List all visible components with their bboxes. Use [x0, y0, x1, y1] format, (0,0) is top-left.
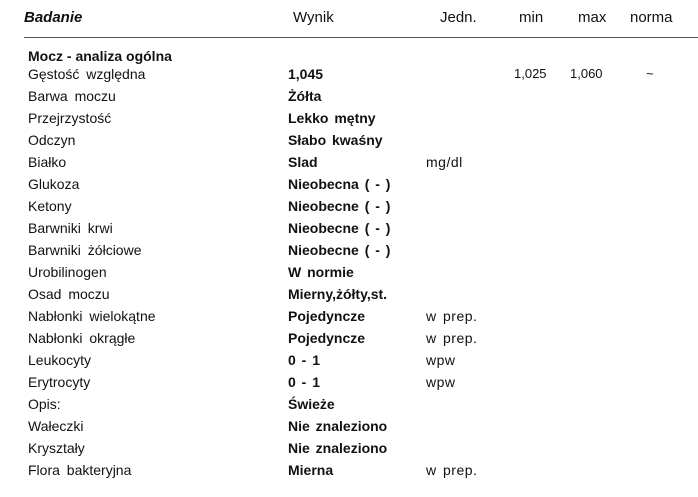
table-row — [0, 418, 698, 440]
test-name: Przejrzystość — [28, 110, 112, 126]
table-row — [0, 440, 698, 462]
header-wynik: Wynik — [293, 9, 334, 26]
table-row — [0, 88, 698, 110]
test-value: Nie znaleziono — [288, 440, 388, 456]
test-name: Odczyn — [28, 132, 76, 148]
test-value: Pojedyncze — [288, 330, 366, 346]
table-row — [0, 220, 698, 242]
test-value: Lekko mętny — [288, 110, 376, 126]
table-row — [0, 198, 698, 220]
test-name: Barwniki krwi — [28, 220, 113, 236]
table-row — [0, 330, 698, 352]
header-min: min — [519, 9, 544, 26]
test-min: 1,025 — [514, 66, 547, 81]
test-name: Urobilinogen — [28, 264, 107, 280]
test-max: 1,060 — [570, 66, 603, 81]
test-value: Nieobecne ( - ) — [288, 242, 391, 258]
test-name: Glukoza — [28, 176, 80, 192]
test-value: W normie — [288, 264, 354, 280]
header-badanie: Badanie — [24, 9, 83, 26]
section-title: Mocz - analiza ogólna — [28, 48, 172, 64]
table-row — [0, 352, 698, 374]
test-unit: w prep. — [426, 308, 478, 324]
test-name: Nabłonki okrągłe — [28, 330, 136, 346]
table-row — [0, 154, 698, 176]
table-row — [0, 462, 698, 484]
test-name: Opis: — [28, 396, 61, 412]
header-divider — [24, 37, 698, 38]
test-name: Osad moczu — [28, 286, 110, 302]
header-norma: norma — [630, 9, 673, 26]
test-value: Nieobecna ( - ) — [288, 176, 391, 192]
test-unit: wpw — [426, 374, 456, 390]
test-value: Nieobecne ( - ) — [288, 220, 391, 236]
test-unit: w prep. — [426, 330, 478, 346]
table-row — [0, 110, 698, 132]
test-name: Flora bakteryjna — [28, 462, 132, 478]
test-name: Leukocyty — [28, 352, 92, 368]
table-row — [0, 374, 698, 396]
test-value: Świeże — [288, 396, 335, 412]
test-name: Nabłonki wielokątne — [28, 308, 156, 324]
test-unit: w prep. — [426, 462, 478, 478]
header-max: max — [578, 9, 607, 26]
table-row — [0, 264, 698, 286]
test-unit: mg/dl — [426, 154, 463, 170]
test-value: Mierna — [288, 462, 334, 478]
test-value: Nie znaleziono — [288, 418, 388, 434]
test-value: 1,045 — [288, 66, 324, 82]
table-row — [0, 132, 698, 154]
test-name: Ketony — [28, 198, 72, 214]
test-norma: ~ — [646, 66, 654, 81]
table-row — [0, 176, 698, 198]
test-name: Barwniki żółciowe — [28, 242, 142, 258]
table-row — [0, 242, 698, 264]
test-value: 0 - 1 — [288, 374, 321, 390]
test-name: Barwa moczu — [28, 88, 116, 104]
test-name: Gęstość względna — [28, 66, 146, 82]
test-name: Wałeczki — [28, 418, 84, 434]
table-row — [0, 308, 698, 330]
table-row — [0, 286, 698, 308]
test-name: Białko — [28, 154, 67, 170]
test-value: 0 - 1 — [288, 352, 321, 368]
test-value: Żółta — [288, 88, 322, 104]
test-value: Slad — [288, 154, 318, 170]
test-value: Pojedyncze — [288, 308, 366, 324]
test-unit: wpw — [426, 352, 456, 368]
test-name: Kryształy — [28, 440, 85, 456]
header-jedn: Jedn. — [440, 9, 477, 26]
table-row — [0, 66, 698, 88]
test-value: Słabo kwaśny — [288, 132, 383, 148]
table-row — [0, 396, 698, 418]
test-value: Nieobecne ( - ) — [288, 198, 391, 214]
test-value: Mierny,żółty,st. — [288, 286, 388, 302]
test-name: Erytrocyty — [28, 374, 91, 390]
